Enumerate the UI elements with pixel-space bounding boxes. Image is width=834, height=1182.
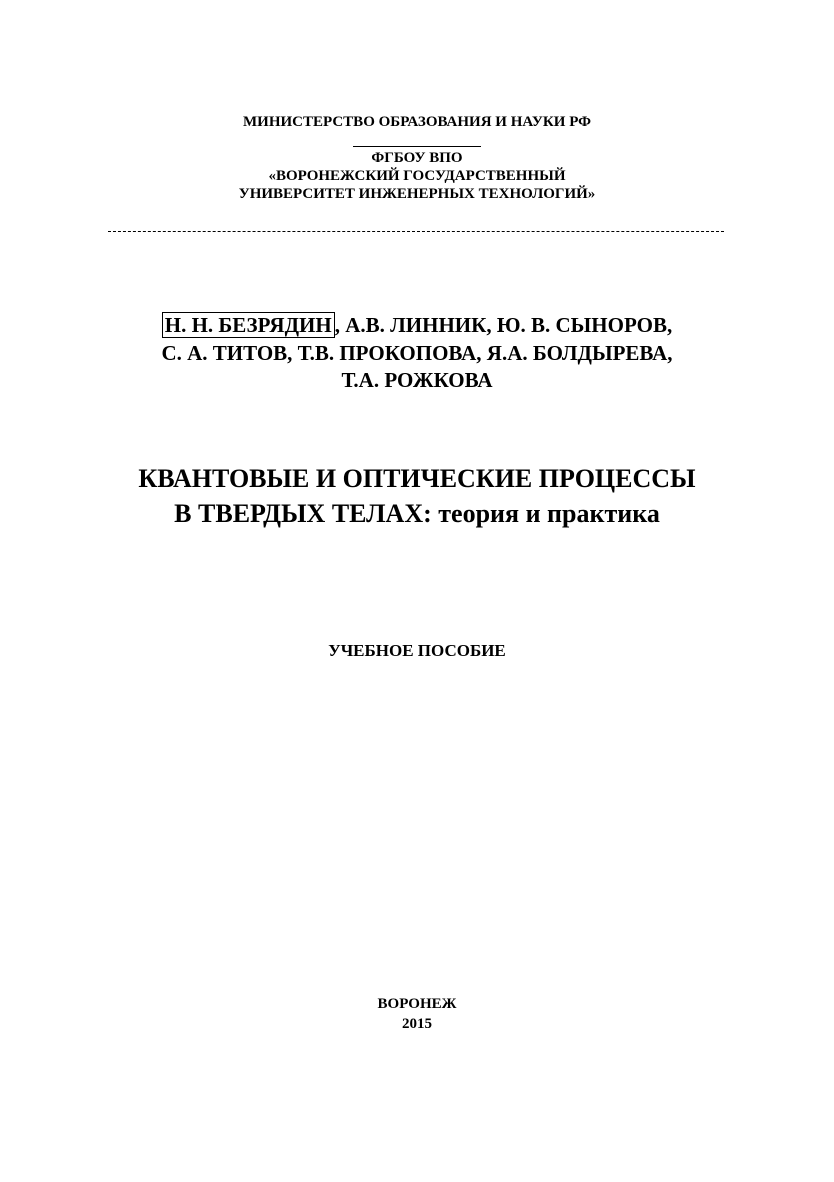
book-title-line-1: КВАНТОВЫЕ И ОПТИЧЕСКИЕ ПРОЦЕССЫ xyxy=(138,464,696,493)
org-type-line: ФГБОУ ВПО xyxy=(371,150,463,166)
separator-line xyxy=(353,146,481,147)
book-title-line-2: В ТВЕРДЫХ ТЕЛАХ: теория и практика xyxy=(174,499,660,528)
city: ВОРОНЕЖ xyxy=(377,996,457,1012)
authors-line-3: Т.А. РОЖКОВА xyxy=(341,368,493,392)
boxed-author: Н. Н. БЕЗРЯДИН xyxy=(162,312,335,338)
university-line-1: «ВОРОНЕЖСКИЙ ГОСУДАРСТВЕННЫЙ xyxy=(268,168,566,184)
year: 2015 xyxy=(402,1016,432,1032)
document-type: УЧЕБНОЕ ПОСОБИЕ xyxy=(328,641,506,660)
university-line-2: УНИВЕРСИТЕТ ИНЖЕНЕРНЫХ ТЕХНОЛОГИЙ» xyxy=(238,186,596,202)
dashed-divider xyxy=(108,231,724,232)
authors-line-2: С. А. ТИТОВ, Т.В. ПРОКОПОВА, Я.А. БОЛДЫРЕВА, xyxy=(161,341,673,365)
authors-line-1 xyxy=(0,312,834,339)
authors-line-1-rest: , А.В. ЛИННИК, Ю. В. СЫНОРОВ, xyxy=(334,313,673,337)
ministry-line: МИНИСТЕРСТВО ОБРАЗОВАНИЯ И НАУКИ РФ xyxy=(243,114,591,130)
